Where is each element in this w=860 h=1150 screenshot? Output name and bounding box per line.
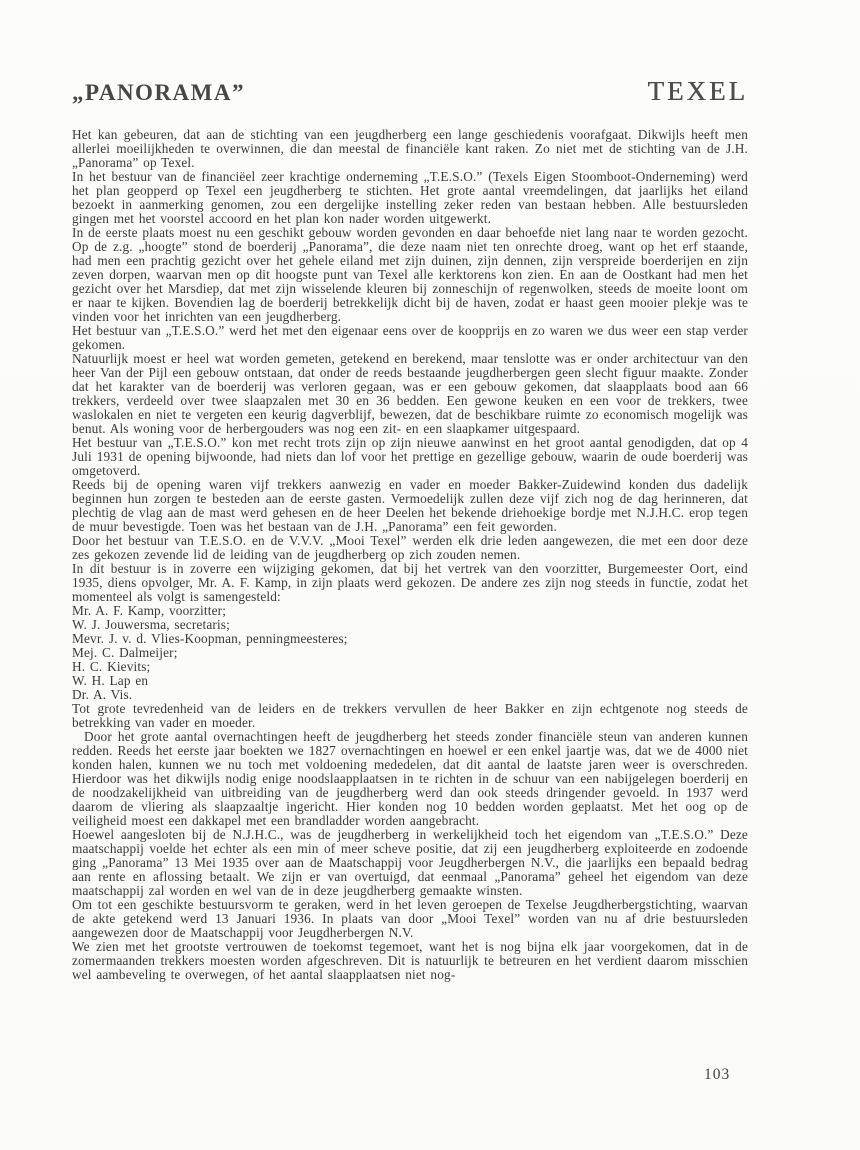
paragraph: Het bestuur van „T.E.S.O.” werd het met den eigenaar eens over de koopprijs en zo waren we dus weer een stap verder gekomen. (72, 323, 748, 352)
board-member-line: Mevr. J. v. d. Vlies-Koopman, penningmeesteres; (72, 631, 348, 646)
board-member-line: H. C. Kievits; (72, 659, 151, 674)
page-region-title: TEXEL (647, 76, 748, 106)
article-body (72, 128, 748, 982)
paragraph: Het bestuur van „T.E.S.O.” kon met recht trots zijn op zijn nieuwe aanwinst en het groot aantal genodigden, dat op 4 Juli 1931 de opening bijwoonde, had niets dan lof voor het prettige en gezellige gebouw, waarin de oude boerderij was omgetoverd. (72, 435, 748, 478)
paragraph: In dit bestuur is in zoverre een wijziging gekomen, dat bij het vertrek van den voorzitter, Burgemeester Oort, eind 1935, diens opvolger, Mr. A. F. Kamp, in zijn plaats werd gekozen. De andere zes zijn nog steeds in functie, zodat het momenteel als volgt is samengesteld: (72, 561, 748, 604)
board-member-line: W. H. Lap en (72, 673, 149, 688)
paragraph: Om tot een geschikte bestuursvorm te geraken, werd in het leven geroepen de Texelse Jeugdherbergstichting, waarvan de akte getekend werd 13 Januari 1936. In plaats van door „Mooi Texel” worden van nu af drie bestuursleden aangewezen door de Maatschappij voor Jeugdherbergen N.V. (72, 897, 748, 940)
board-member-line: W. J. Jouwersma, secretaris; (72, 617, 230, 632)
paragraph: In het bestuur van de financiëel zeer krachtige onderneming „T.E.S.O.” (Texels Eigen Stoomboot-Onderneming) werd het plan geopperd op Texel een jeugdherberg te stichten. Het grote aantal vreemdelingen, dat jaarlijks het eiland bezoekt in aanmerking genomen, zou een dergelijke instelling zeker reden van bestaan hebben. Alle bestuursleden gingen met het voorstel accoord en het plan kon nader worden uitgewerkt. (72, 169, 748, 226)
paragraph: In de eerste plaats moest nu een geschikt gebouw worden gevonden en daar behoefde niet lang naar te worden gezocht. Op de z.g. „hoogte” stond de boerderij „Panorama”, die deze naam niet ten onrechte droeg, want op het erf staande, had men een prachtig gezicht over het gehele eiland met zijn duinen, zijn dennen, zijn verspreide boerderijen en zijn zeven dorpen, waarvan men op dit hoogste punt van Texel alle kerktorens kon zien. En aan de Oostkant had men het gezicht over het Marsdiep, dat met zijn wisselende kleuren bij zonneschijn of regenwolken, steeds de moeite loont om er naar te kijken. Bovendien lag de boerderij betrekkelijk dicht bij de haven, zodat er haast geen mooier plekje was te vinden voor het inrichten van een jeugdherberg. (72, 225, 748, 324)
paragraph: Het kan gebeuren, dat aan de stichting van een jeugdherberg een lange geschiedenis voorafgaat. Dikwijls heeft men allerlei moeilijkheden te overwinnen, die dan meestal de financiële kant raken. Zo niet met de stichting van de J.H. „Panorama” op Texel. (72, 127, 748, 170)
masthead (72, 76, 748, 107)
paragraph: Door het bestuur van T.E.S.O. en de V.V.V. „Mooi Texel” werden elk drie leden aangewezen, die met een door deze zes gekozen zevende lid de leiding van de jeugdherberg op zich zouden nemen. (72, 533, 748, 562)
board-member-line: Mr. A. F. Kamp, voorzitter; (72, 603, 227, 618)
paragraph: Hoewel aangesloten bij de N.J.H.C., was de jeugdherberg in werkelijkheid toch het eigendom van „T.E.S.O.” Deze maatschappij voelde het echter als een min of meer scheve positie, dat zij een jeugdherberg exploiteerde en zodoende ging „Panorama” 13 Mei 1935 over aan de Maatschappij voor Jeugdherbergen N.V., die jaarlijks een bepaald bedrag aan rente en aflossing betaalt. We zijn er van overtuigd, dat eenmaal „Panorama” geheel het eigendom van deze maatschappij zal worden en wel van de in deze jeugdherberg gemaakte winsten. (72, 827, 748, 898)
board-member-line: Mej. C. Dalmeijer; (72, 645, 178, 660)
paragraph: Reeds bij de opening waren vijf trekkers aanwezig en vader en moeder Bakker-Zuidewind konden dus dadelijk beginnen hun zorgen te besteden aan de eerste gasten. Vermoedelijk zullen deze vijf zich nog de dag herinneren, dat plechtig de vlag aan de mast werd gehesen en de heer Deelen het bekende driehoekige bordje met N.J.H.C. erop tegen de muur bevestigde. Toen was het bestaan van de J.H. „Panorama” een feit geworden. (72, 477, 748, 534)
paragraph: Natuurlijk moest er heel wat worden gemeten, getekend en berekend, maar tenslotte was er onder architectuur van den heer Van der Pijl een gebouw ontstaan, dat onder de reeds bestaande jeugdherbergen geen slecht figuur maakte. Zonder dat het karakter van de boerderij was verloren gegaan, was er een gebouw gekomen, dat slaapplaats bood aan 66 trekkers, verdeeld over twee slaapzalen met 30 en 36 bedden. Een gewone keuken en een voor de trekkers, twee waslokalen en niet te vergeten een keurig dagverblijf, bewezen, dat de beschikbare ruimte zo economisch mogelijk was benut. Als woning voor de herbergouders was nog een zit- en een slaapkamer uitgespaard. (72, 351, 748, 436)
paragraph: Door het grote aantal overnachtingen heeft de jeugdherberg het steeds zonder financiële steun van anderen kunnen redden. Reeds het eerste jaar boekten we 1827 overnachtingen en hoewel er een enkel jaartje was, dat we de 4000 niet konden halen, kunnen we nu toch met voldoening mededelen, dat dit aantal de laatste jaren weer is overschreden. Hierdoor was het dikwijls nodig enige noodslaapplaatsen in te richten in de schuur van een nabijgelegen boerderij en de noodzakelijkheid van uitbreiding van de jeugdherberg werd dan ook steeds dringender gevoeld. In 1937 werd daarom de vliering als slaapzaaltje ingericht. Hier konden nog 10 bedden worden geplaatst. Met het oog op de veiligheid moest een dakkapel met een brandladder worden aangebracht. (72, 729, 748, 828)
paragraph: We zien met het grootste vertrouwen de toekomst tegemoet, want het is nog bijna elk jaar voorgekomen, dat in de zomermaanden trekkers moesten worden afgeschreven. Dit is natuurlijk te betreuren en het verdient daarom misschien wel aambeveling te overwegen, of het aantal slaapplaatsen niet nog- (72, 939, 748, 982)
page-title: „PANORAMA” (72, 80, 245, 105)
page-content (72, 76, 748, 982)
page-number: 103 (704, 1066, 731, 1083)
paragraph: Tot grote tevredenheid van de leiders en de trekkers vervullen de heer Bakker en zijn echtgenote nog steeds de betrekking van vader en moeder. (72, 701, 748, 730)
board-member-line: Dr. A. Vis. (72, 687, 133, 702)
